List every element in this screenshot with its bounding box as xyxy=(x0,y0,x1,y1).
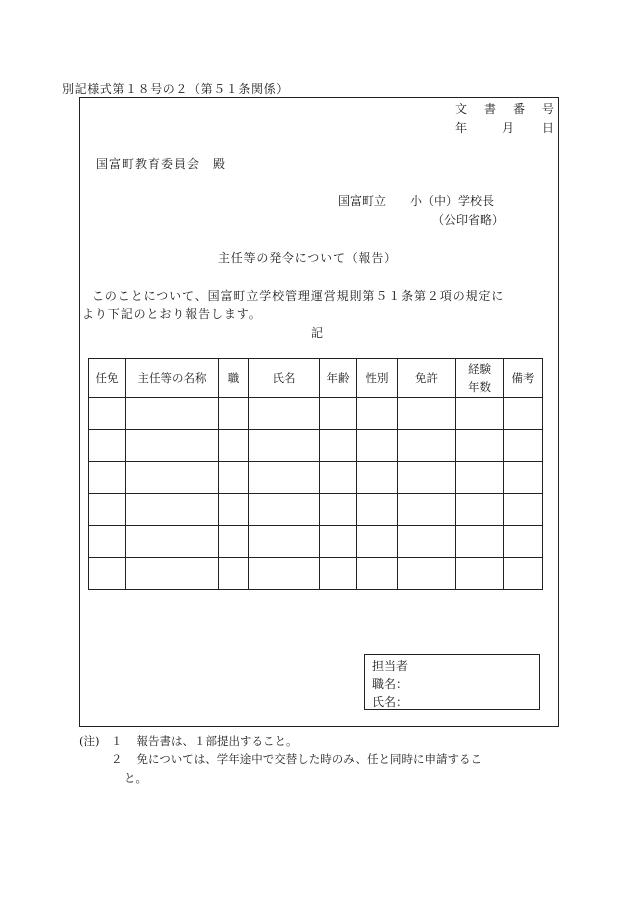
table-cell xyxy=(456,430,504,462)
table-cell xyxy=(357,558,398,590)
header-experience-line1: 経験 xyxy=(468,362,491,376)
table-row xyxy=(89,526,543,558)
date-year-label: 年 xyxy=(455,121,468,135)
contact-person-label: 担当者 xyxy=(372,659,409,673)
table-cell xyxy=(89,526,126,558)
table-cell xyxy=(357,430,398,462)
table-cell xyxy=(398,558,456,590)
table-cell xyxy=(249,526,320,558)
form-title: 別記様式第１８号の２（第５１条関係） xyxy=(62,82,289,96)
contact-box xyxy=(364,654,540,710)
table-cell xyxy=(320,494,357,526)
table-cell xyxy=(126,494,219,526)
table-cell xyxy=(398,526,456,558)
header-appointment: 任免 xyxy=(89,359,126,398)
table-cell xyxy=(219,462,249,494)
table-cell xyxy=(504,462,543,494)
table-cell xyxy=(89,558,126,590)
table-cell xyxy=(219,526,249,558)
table-cell xyxy=(456,494,504,526)
header-remarks: 備考 xyxy=(504,359,543,398)
table-cell xyxy=(249,462,320,494)
note-item-2 xyxy=(111,751,482,767)
table-cell xyxy=(398,494,456,526)
contact-name-label: 氏名： xyxy=(372,695,409,709)
table-cell xyxy=(126,462,219,494)
subject-title: 主任等の発令について（報告） xyxy=(218,251,397,265)
header-license: 免許 xyxy=(398,359,456,398)
note-heading: (注) xyxy=(79,734,100,748)
table-cell xyxy=(219,558,249,590)
table-cell xyxy=(320,558,357,590)
doc-number-char-3: 番 xyxy=(513,102,526,116)
note-1-text: 報告書は、１部提出すること。 xyxy=(136,734,298,748)
table-row xyxy=(89,462,543,494)
table-cell xyxy=(249,558,320,590)
table-cell xyxy=(504,558,543,590)
table-cell xyxy=(504,494,543,526)
table-cell xyxy=(126,558,219,590)
doc-number-char-4: 号 xyxy=(542,102,555,116)
table-cell xyxy=(89,462,126,494)
date-day-label: 日 xyxy=(542,121,555,135)
header-age: 年齢 xyxy=(320,359,357,398)
note-1-number: １ xyxy=(111,734,123,748)
table-cell xyxy=(126,526,219,558)
table-cell xyxy=(320,526,357,558)
record-table xyxy=(88,358,543,590)
table-cell xyxy=(504,430,543,462)
header-name: 氏名 xyxy=(249,359,320,398)
table-cell xyxy=(89,398,126,430)
table-cell xyxy=(320,398,357,430)
table-cell xyxy=(320,430,357,462)
table-cell xyxy=(456,526,504,558)
table-cell xyxy=(126,398,219,430)
table-cell xyxy=(504,398,543,430)
table-cell xyxy=(219,398,249,430)
note-item-1 xyxy=(111,733,298,749)
sender: 国富町立 小（中）学校長 xyxy=(338,194,495,208)
table-row xyxy=(89,430,543,462)
header-experience xyxy=(456,359,504,398)
table-cell xyxy=(219,494,249,526)
body-text-line-1: このことについて、国富町立学校管理運営規則第５１条第２項の規定に xyxy=(92,289,505,303)
table-cell xyxy=(249,398,320,430)
header-title: 主任等の名称 xyxy=(126,359,219,398)
document-number-label xyxy=(455,100,555,116)
body-text-line-2: より下記のとおり報告します。 xyxy=(82,307,262,321)
table-cell xyxy=(320,462,357,494)
doc-number-char-2: 書 xyxy=(484,102,497,116)
table-cell xyxy=(126,430,219,462)
table-cell xyxy=(456,558,504,590)
contact-position-label: 職名： xyxy=(372,677,409,691)
table-cell xyxy=(249,430,320,462)
seal-note: （公印省略） xyxy=(432,213,505,227)
note-item-2-continued: と。 xyxy=(124,771,147,785)
table-cell xyxy=(504,526,543,558)
table-row xyxy=(89,558,543,590)
header-gender: 性別 xyxy=(357,359,398,398)
date-line xyxy=(455,119,555,135)
table-cell xyxy=(357,494,398,526)
table-row xyxy=(89,398,543,430)
table-header-row xyxy=(89,359,543,398)
table-cell xyxy=(249,494,320,526)
table-cell xyxy=(219,430,249,462)
table-cell xyxy=(357,526,398,558)
table-cell xyxy=(89,430,126,462)
ki-heading: 記 xyxy=(311,326,324,340)
note-2-text: 免については、学年途中で交替した時のみ、任と同時に申請するこ xyxy=(136,752,482,766)
header-experience-line2: 年数 xyxy=(468,380,491,394)
doc-number-char-1: 文 xyxy=(455,102,468,116)
table-row xyxy=(89,494,543,526)
table-cell xyxy=(398,462,456,494)
table-cell xyxy=(357,398,398,430)
table-cell xyxy=(398,430,456,462)
header-position: 職 xyxy=(219,359,249,398)
table-cell xyxy=(357,462,398,494)
addressee: 国富町教育委員会 殿 xyxy=(96,157,227,171)
table-cell xyxy=(398,398,456,430)
table-cell xyxy=(89,494,126,526)
date-month-label: 月 xyxy=(502,121,515,135)
note-2-number: ２ xyxy=(111,752,123,766)
table-cell xyxy=(456,462,504,494)
table-cell xyxy=(456,398,504,430)
